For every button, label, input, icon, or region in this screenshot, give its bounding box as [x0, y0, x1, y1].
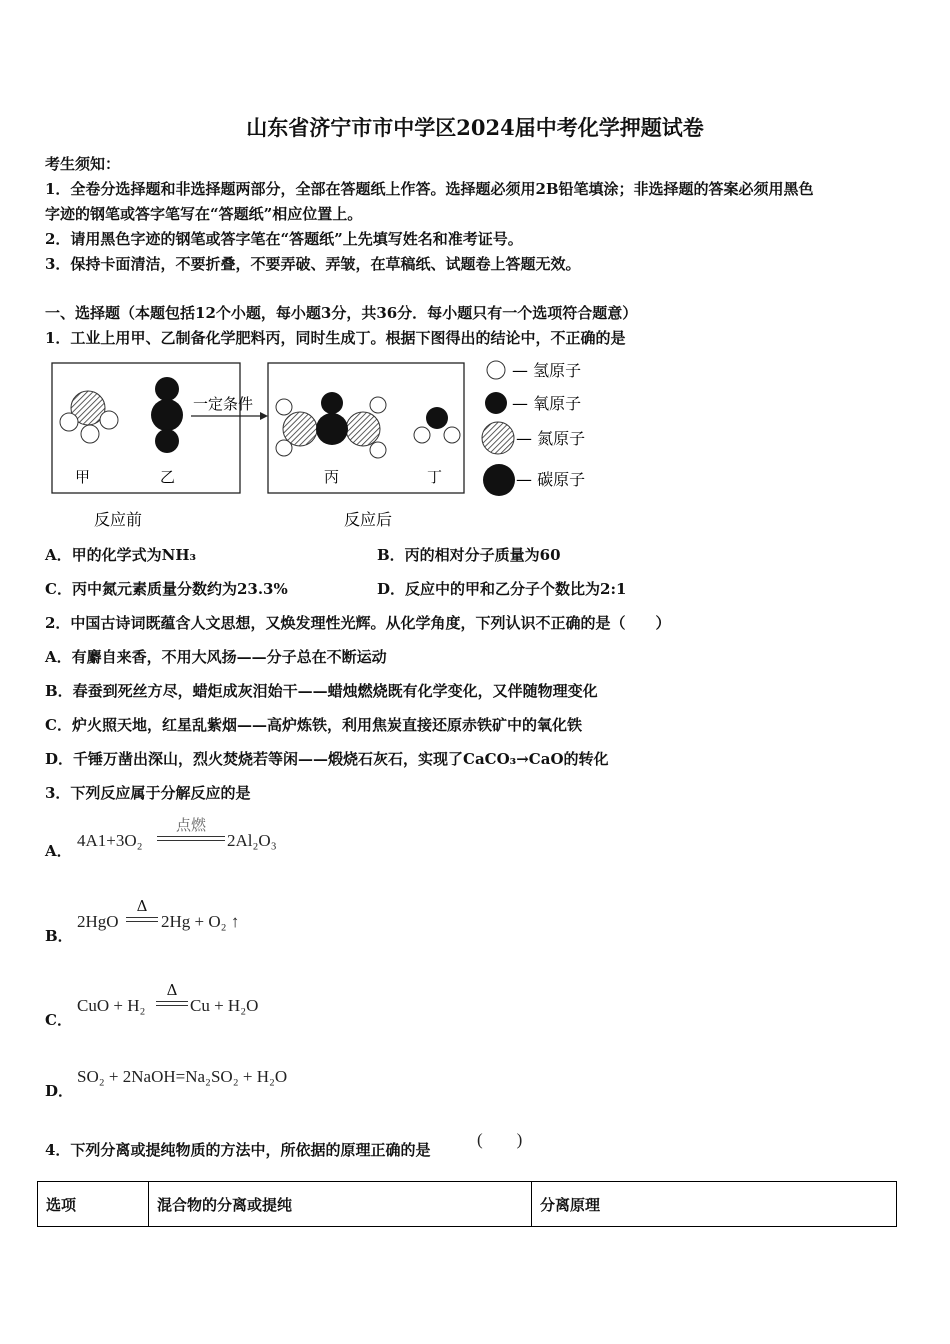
hydrogen-atom-icon [487, 361, 505, 379]
q3-a-condition: 点燃 [175, 816, 206, 834]
label-yi: 乙 [160, 468, 176, 486]
table-header-cell: 分离原理 [532, 1182, 897, 1227]
q1-option-a: A．甲的化学式为NH₃ [45, 546, 197, 564]
q3-c-left: CuO + H₂ [77, 996, 146, 1015]
reaction-diagram [50, 355, 610, 535]
label-ding: 丁 [427, 468, 443, 486]
arrow-label: 一定条件 [193, 395, 254, 413]
q3-b-left: 2HgO [77, 912, 119, 931]
label-jia: 甲 [75, 468, 91, 486]
nitrogen-atom-icon [482, 422, 514, 454]
notice-line-1a: 1．全卷分选择题和非选择题两部分，全部在答题纸上作答。选择题必须用2B铅笔填涂；非选择题的答案必须用黑色 [45, 180, 814, 198]
q3-option-d-label: D． [45, 1082, 74, 1100]
legend-hydrogen: — 氢原子 [512, 361, 582, 380]
legend-oxygen: — 氧原子 [512, 394, 582, 413]
q3-a-left: 4A1+3O₂ [77, 831, 143, 850]
q2-option-c: C．炉火照天地，红星乱紫烟——高炉炼铁，利用焦炭直接还原赤铁矿中的氧化铁 [45, 716, 582, 734]
caption-before: 反应前 [94, 510, 143, 529]
q3-option-a-label: A． [45, 842, 72, 860]
q3-c-condition: Δ [166, 981, 178, 999]
molecule-yi [151, 377, 183, 453]
q1-option-d: D．反应中的甲和乙分子个数比为2:1 [377, 580, 627, 598]
q2-option-b: B．春蚕到死丝方尽，蜡炬成灰泪始干——蜡烛燃烧既有化学变化，又伴随物理变化 [45, 682, 598, 700]
q4-paren: ( ) [477, 1130, 523, 1149]
notice-line-1b: 字迹的钢笔或答字笔写在“答题纸”相应位置上。 [45, 205, 363, 223]
q3-option-b-label: B． [45, 927, 73, 945]
arrow-icon [260, 412, 268, 420]
q2-option-d: D．千锤万凿出深山，烈火焚烧若等闲——煅烧石灰石，实现了CaCO₃→CaO的转化 [45, 750, 609, 768]
table-header-row [38, 1182, 897, 1227]
q3-c-right: Cu + H₂O [190, 996, 259, 1015]
molecule-ding [414, 407, 460, 443]
q2-option-a: A．有麝自来香，不用大风扬——分子总在不断运动 [45, 648, 387, 666]
notice-line-3: 3．保持卡面清洁，不要折叠，不要弄破、弄皱，在草稿纸、试题卷上答题无效。 [45, 255, 581, 273]
legend-nitrogen: — 氮原子 [516, 429, 586, 448]
notice-heading: 考生须知： [45, 155, 121, 173]
molecule-jia [60, 391, 118, 443]
q4-stem: 4．下列分离或提纯物质的方法中，所依据的原理正确的是 [45, 1141, 431, 1159]
q3-option-c-label: C． [45, 1011, 72, 1029]
q4-options-table [37, 1181, 897, 1227]
carbon-atom-icon [483, 464, 515, 496]
q3-stem: 3．下列反应属于分解反应的是 [45, 784, 251, 802]
oxygen-atom-icon [485, 392, 507, 414]
caption-after: 反应后 [344, 510, 393, 529]
q3-a-right: 2Al₂O₃ [227, 831, 277, 850]
q1-option-b: B．丙的相对分子质量为60 [377, 546, 561, 564]
q2-stem: 2．中国古诗词既蕴含人文思想，又焕发理性光辉。从化学角度，下列认识不正确的是（ ） [45, 614, 671, 632]
molecule-bing [276, 392, 386, 458]
notice-line-2: 2．请用黑色字迹的钢笔或答字笔在“答题纸”上先填写姓名和准考证号。 [45, 230, 523, 248]
label-bing: 丙 [324, 468, 340, 486]
table-header-cell: 选项 [38, 1182, 149, 1227]
table-header-cell: 混合物的分离或提纯 [149, 1182, 532, 1227]
q3-d-equation: SO₂ + 2NaOH=Na₂SO₂ + H₂O [77, 1067, 288, 1086]
q3-b-condition: Δ [136, 897, 148, 915]
page-title: 山东省济宁市市中学区2024届中考化学押题试卷 [246, 115, 704, 140]
legend-carbon: — 碳原子 [516, 470, 586, 489]
section-heading: 一、选择题（本题包括12个小题，每小题3分，共36分．每小题只有一个选项符合题意） [45, 304, 638, 322]
q1-stem: 1．工业上用甲、乙制备化学肥料丙，同时生成丁。根据下图得出的结论中，不正确的是 [45, 329, 626, 347]
q1-option-c: C．丙中氮元素质量分数约为23.3% [45, 580, 288, 598]
q3-b-right: 2Hg + O₂ ↑ [161, 912, 240, 931]
